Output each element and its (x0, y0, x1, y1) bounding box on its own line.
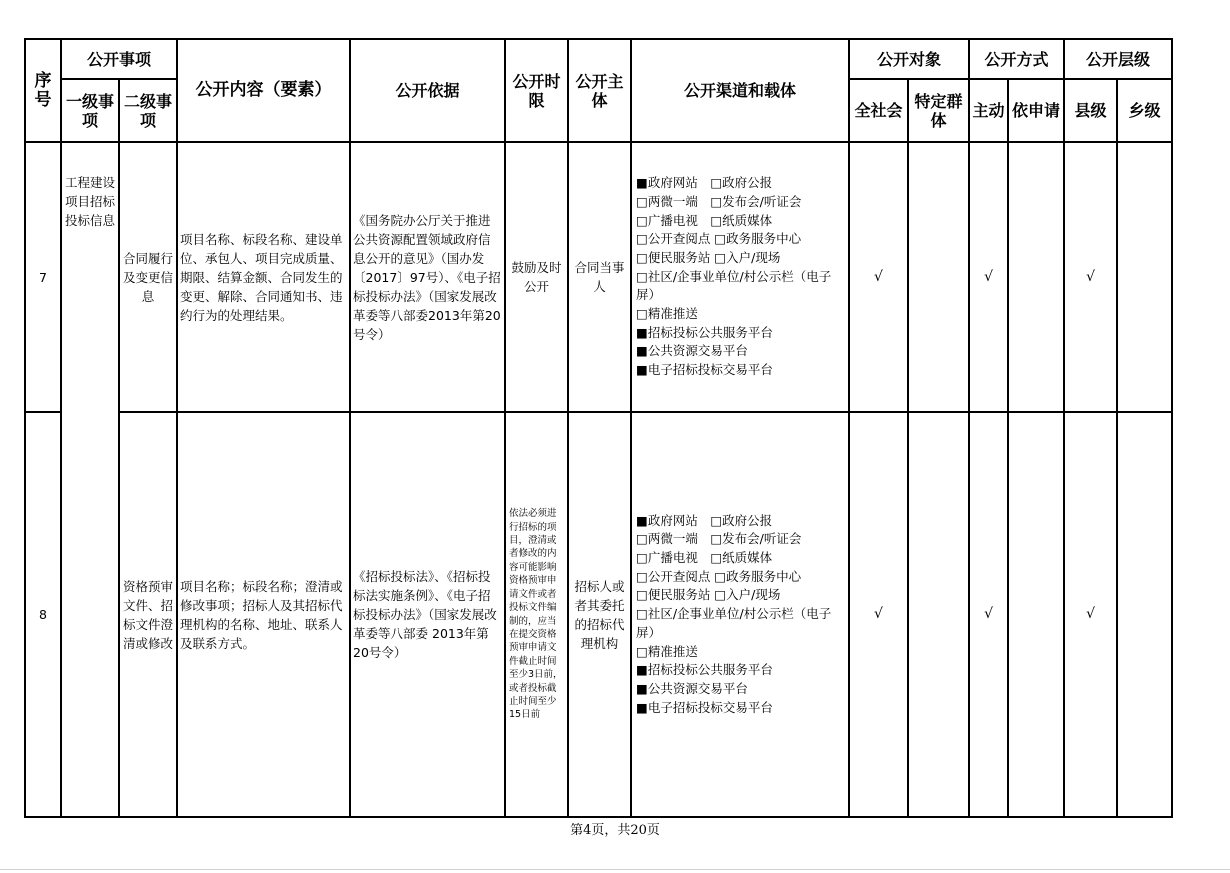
row-seq: 8 (25, 412, 61, 817)
table-row (25, 412, 1172, 817)
row-method-active: √ (969, 412, 1008, 817)
channel-item: □便民服务站 □入户/现场 (636, 587, 781, 603)
channel-item: □两微一端 □发布会/听证会 (636, 531, 802, 547)
row-subject: 招标人或者其委托的招标代理机构 (568, 412, 631, 817)
row-tier-county: √ (1064, 412, 1117, 817)
disclosure-table (24, 38, 1173, 818)
header-seq: 序号 (25, 39, 61, 142)
disclosure-table-wrapper (24, 38, 1173, 818)
page-bottom-divider (0, 869, 1230, 870)
row-audience-specific (908, 142, 969, 412)
header-tier: 公开层级 (1064, 39, 1172, 79)
row-tier-county: √ (1064, 142, 1117, 412)
row-tier-township (1117, 412, 1172, 817)
table-row (25, 142, 1172, 412)
channel-item: □精准推送 (636, 306, 698, 322)
channel-item: ■电子招标投标交易平台 (636, 362, 773, 378)
channel-item: □社区/企事业单位/村公示栏（电子屏） (636, 268, 832, 303)
channel-item: □公开查阅点 □政务服务中心 (636, 568, 802, 584)
header-items: 公开事项 (61, 39, 177, 79)
channel-item: ■招标投标公共服务平台 (636, 662, 773, 678)
header-level1: 一级事项 (61, 79, 119, 142)
channel-item: ■政府网站 □政府公报 (636, 512, 773, 528)
level1-cell: 工程建设项目招标投标信息 (61, 142, 119, 817)
header-method-apply: 依申请 (1008, 79, 1064, 142)
header-audience-specific: 特定群体 (908, 79, 969, 142)
header-method-active: 主动 (969, 79, 1008, 142)
channel-item: □精准推送 (636, 643, 698, 659)
channel-item: □社区/企事业单位/村公示栏（电子屏） (636, 606, 832, 640)
row-level2: 资格预审文件、招标文件澄清或修改 (119, 412, 177, 817)
header-content: 公开内容（要素） (177, 39, 350, 142)
row-channels (631, 412, 849, 817)
header-audience: 公开对象 (849, 39, 969, 79)
page-footer: 第4页，共20页 (570, 823, 660, 838)
header-method: 公开方式 (969, 39, 1064, 79)
row-content: 项目名称、标段名称、建设单位、承包人、项目完成质量、期限、结算金额、合同发生的变更、解除、合同通知书、违约行为的处理结果。 (177, 142, 350, 412)
row-audience-all: √ (849, 412, 908, 817)
row-basis: 《招标投标法》、《招标投标法实施条例》、《电子招标投标办法》（国家发展改革委等八部委 2013年第20号令） (350, 412, 505, 817)
channel-item: □广播电视 □纸质媒体 (636, 550, 773, 566)
channel-item: □公开查阅点 □政务服务中心 (636, 231, 802, 247)
header-row-1 (25, 39, 1172, 79)
header-basis: 公开依据 (350, 39, 505, 142)
row-audience-all: √ (849, 142, 908, 412)
channel-item: ■政府网站 □政府公报 (636, 175, 773, 191)
channel-item: □便民服务站 □入户/现场 (636, 249, 781, 265)
row-level2: 合同履行及变更信息 (119, 142, 177, 412)
row-method-apply (1008, 142, 1064, 412)
channel-item: □两微一端 □发布会/听证会 (636, 193, 802, 209)
header-channels: 公开渠道和载体 (631, 39, 849, 142)
row-timelimit: 鼓励及时公开 (505, 142, 568, 412)
header-tier-township: 乡级 (1117, 79, 1172, 142)
header-timelimit: 公开时限 (505, 39, 568, 142)
row-channels (631, 142, 849, 412)
header-subject: 公开主体 (568, 39, 631, 142)
row-seq: 7 (25, 142, 61, 412)
row-subject: 合同当事人 (568, 142, 631, 412)
channel-item: ■公共资源交易平台 (636, 343, 748, 359)
channel-item: ■公共资源交易平台 (636, 680, 748, 696)
header-tier-county: 县级 (1064, 79, 1117, 142)
row-audience-specific (908, 412, 969, 817)
channel-item: ■招标投标公共服务平台 (636, 324, 773, 340)
row-tier-township (1117, 142, 1172, 412)
header-audience-all: 全社会 (849, 79, 908, 142)
channel-item: □广播电视 □纸质媒体 (636, 212, 773, 228)
row-method-apply (1008, 412, 1064, 817)
row-content: 项目名称；标段名称；澄清或修改事项；招标人及其招标代理机构的名称、地址、联系人及联系方式。 (177, 412, 350, 817)
row-method-active: √ (969, 142, 1008, 412)
row-basis: 《国务院办公厅关于推进公共资源配置领域政府信息公开的意见》（国办发〔2017〕97号）、《电子招标投标办法》（国家发展改革委等八部委2013年第20号令） (350, 142, 505, 412)
channel-item: ■电子招标投标交易平台 (636, 699, 773, 715)
header-level2: 二级事项 (119, 79, 177, 142)
row-timelimit: 依法必须进行招标的项目，澄清或者修改的内容可能影响资格预审申请文件或者投标文件编制的，应当在提交资格预审申请文件截止时间至少3日前，或者投标截止时间至少15日前 (505, 412, 568, 817)
